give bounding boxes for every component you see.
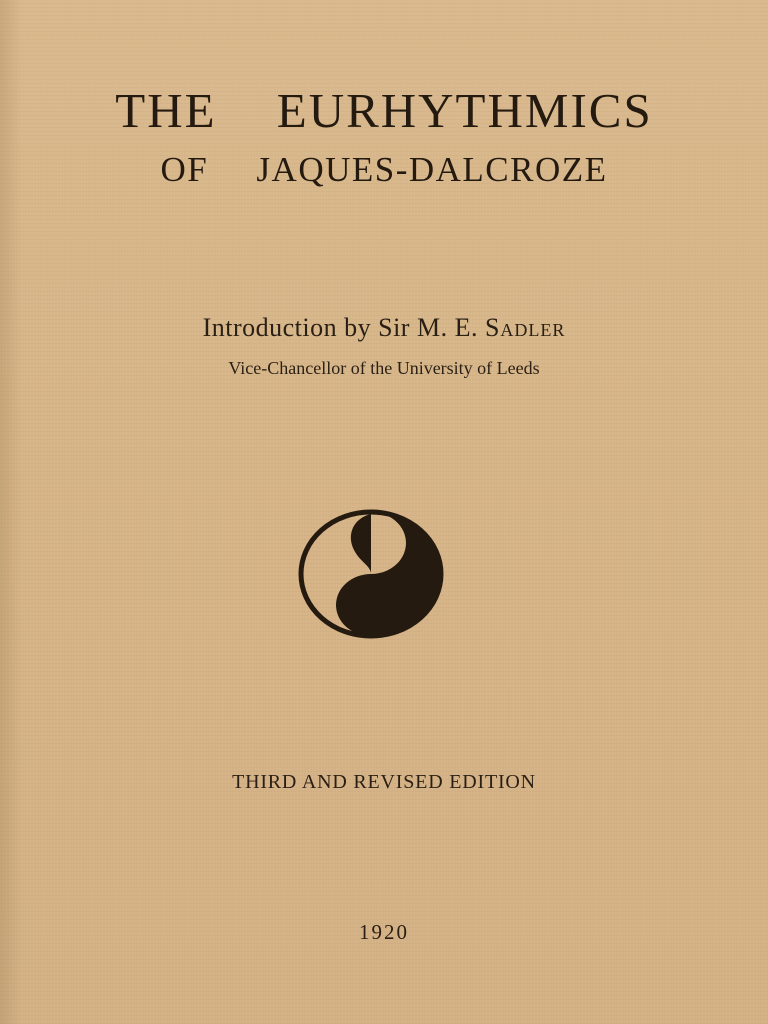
- introduction-author-name: Sadler: [484, 313, 566, 342]
- title-line-1: THE EURHYTHMICS: [115, 83, 653, 138]
- author-affiliation: Vice-Chancellor of the University of Leeds: [228, 358, 540, 378]
- introduction-credit: [0, 313, 768, 343]
- edition-statement: THIRD AND REVISED EDITION: [232, 771, 536, 793]
- introduction-prefix: Introduction by Sir M. E.: [202, 313, 485, 342]
- yin-yang-emblem-icon: [296, 508, 446, 640]
- title-line-2: OF JAQUES-DALCROZE: [160, 150, 608, 189]
- publication-year: 1920: [359, 920, 409, 944]
